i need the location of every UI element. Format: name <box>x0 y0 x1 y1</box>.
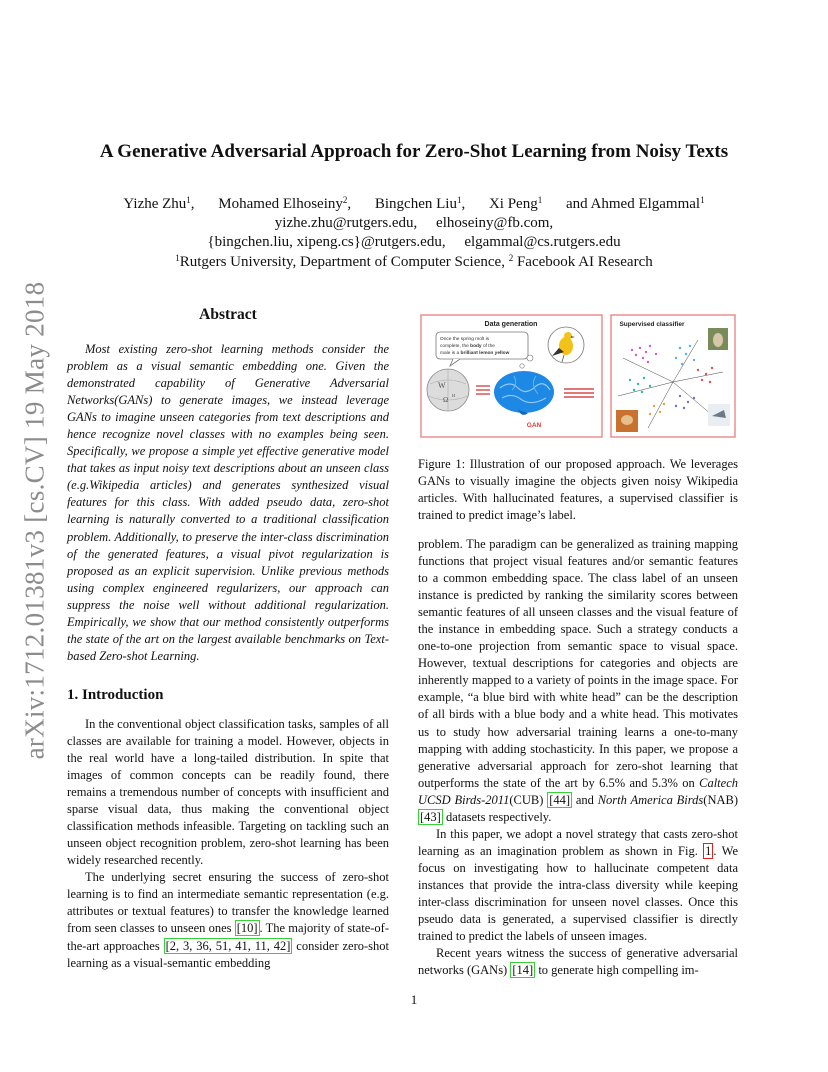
abstract-text: Most existing zero-shot learning methods consider the problem as a visual semantic embedding one. Given the demonstrated capability of Generative Adversarial Networks(GANs) to generate images, we instead leverage GANs to imagine unseen categories from text descriptions and hence recognize novel classes with no examples being seen. Specifically, we propose a simple yet effective generative model that takes as input noisy text descriptions about an unseen class (e.g.Wikipedia articles) and generates synthesized visual features for this class. With added pseudo data, zero-shot learning is naturally converted to a traditional classification problem. Additionally, to preserve the inter-class discrimination of the generated features, a visual pivot regularization is proposed as an explicit supervision. Unlike previous methods using complex engineered regularizers, our approach can suppress the noise well without additional regularization. Empirically, we show that our method consistently outperforms the state of the art on the largest available benchmarks on Text-based Zero-shot Learning. <box>67 342 389 663</box>
abstract-heading: Abstract <box>199 306 257 323</box>
author-2: Mohamed Elhoseiny$^2$, <box>218 195 352 212</box>
right-paragraph-3: Recent years witness the success of generative adversarial networks (GANs) [14] to generate high compelling im- <box>418 946 738 978</box>
citation-link[interactable]: [10] <box>236 921 258 936</box>
author-names <box>60 195 768 214</box>
paper-title: A Generative Adversarial Approach for Zero-Shot Learning from Noisy Texts <box>99 141 729 162</box>
author-3: Bingchen Liu$^1$, <box>374 195 466 212</box>
svg-text:W: W <box>438 381 446 390</box>
citation-link[interactable]: [43] <box>420 809 441 824</box>
author-emails-2: {bingchen.liu, xipeng.cs}@rutgers.edu, elgammal@cs.rutgers.edu <box>207 234 621 251</box>
figure-reference-link[interactable]: 1 <box>705 843 712 858</box>
right-paragraph-2: In this paper, we adopt a novel strategy that casts zero-shot learning as an imagination problem as shown in Fig. 1 . We focus on investigating how to hallucinate competent data instances that provide the intra-class diversity while keeping inter-class discrimination for unseen novel classes. Once this pseudo data is generated, a supervised classifier is directly trained to predict the labels of unseen images. <box>418 826 739 944</box>
brain-icon <box>494 371 554 415</box>
arxiv-sidebar <box>18 280 52 760</box>
citation-link[interactable]: [14] <box>512 963 534 978</box>
author-4: Xi Peng$^1$ <box>488 195 543 212</box>
gan-label: GAN <box>526 422 542 429</box>
author-1: Yizhe Zhu$^1$, <box>123 195 195 212</box>
svg-text:Once the spring molt is: Once the spring molt is <box>440 337 490 342</box>
svg-text:и: и <box>452 393 456 399</box>
right-title: Supervised classifier <box>619 321 685 328</box>
left-title: Data generation <box>484 321 538 328</box>
author-5: and Ahmed Elgammal$^1$ <box>565 195 705 212</box>
right-paragraph-1: problem. The paradigm can be generalized as training mapping functions that project visual features and/or semantic features to a common embedding space. The class label of an unseen instance is predicted by ranking the similarity scores between semantic features of all unseen classes and the visual feature of the instance in embedding space. Such a strategy conducts a one-to-one projection from semantic space to visual space. However, textual descriptions for categories and objects are inherently mapped to a variety of points in the image space. For example, “a blue bird with white head” can be the description of all birds with a blue body and a white head. This motivates us to study how adversarial training learns a one-to-many mapping with adding stochasticity. In this paper, we propose a generative adversarial approach for zero-shot learning that outperforms the state of the art by 6.5% and 5.3% on Caltech UCSD Birds-2011(CUB) [44] and North America Birds(NAB) [43] datasets respectively. <box>418 537 739 824</box>
citation-link[interactable]: [2, 3, 36, 51, 41, 11, 42] <box>165 938 291 953</box>
author-block <box>60 195 768 272</box>
svg-text:Ω: Ω <box>443 396 449 404</box>
svg-text:male is a brilliant lemon yell: male is a brilliant lemon yellow <box>440 351 510 356</box>
intro-heading: 1. Introduction <box>67 686 164 703</box>
citation-link[interactable]: [44] <box>549 792 571 807</box>
intro-paragraph-1: In the conventional object classification tasks, samples of all classes are available for training a model. However, objects in the real world have a long-tailed distribution. In spite that images of common concepts can be readily found, there remains a tremendous number of concepts with insufficient and sparse visual data, thus making the conventional object classification methods infeasible. Targeting on tackling such an unseen object recognition problem, zero-shot learning has been widely researched recently. <box>67 716 389 868</box>
equal-arrow-left <box>476 386 490 394</box>
author-emails-1: yizhe.zhu@rutgers.edu, elhoseiny@fb.com, <box>274 215 554 232</box>
wikipedia-globe-icon <box>427 369 469 411</box>
page-number: 1 <box>410 992 418 1007</box>
intro-paragraph-2: The underlying secret ensuring the success of zero-shot learning is to find an intermediate semantic representation (e.g. attributes or textual features) to transfer the knowledge learned from seen classes to unseen ones [10] . The majority of state-of-the-art approaches [2, 3, 36, 51, 41, 11, 42] consider zero-shot learning as a visual-semantic embedding <box>67 870 389 970</box>
affiliations: $^1$Rutgers University, Department of Computer Science, $^2$ Facebook AI Research <box>175 252 653 270</box>
figure-1 <box>418 310 738 440</box>
left-column <box>67 306 389 972</box>
right-column <box>418 310 738 979</box>
arxiv-id: arXiv:1712.01381v3 [cs.CV] 19 May 2018 <box>19 281 50 759</box>
svg-text:complete, the body of the: complete, the body of the <box>440 344 495 349</box>
figure-illustration <box>418 310 738 440</box>
figure-caption: Figure 1: Illustration of our proposed approach. We leverages GANs to visually imagine the objects given noisy Wikipedia articles. With hallucinated features, a supervised classifier is trained to predict image’s label. <box>418 457 738 522</box>
equal-arrow-right <box>564 389 594 397</box>
